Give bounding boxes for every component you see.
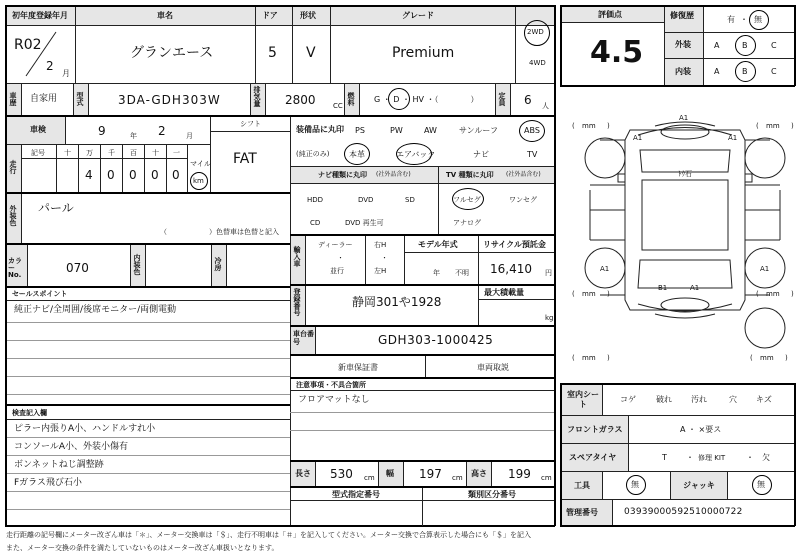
tools-label: 工具 xyxy=(574,481,590,490)
chassis-label: 車台番号 xyxy=(293,330,314,347)
equip-ps: PS xyxy=(355,126,365,135)
first-reg-label: 初年度登録年月 xyxy=(12,11,68,20)
shift-label: シフト xyxy=(240,120,261,128)
interior-color-label: 内装色 xyxy=(133,254,141,275)
mileage-digit-2: 0 xyxy=(129,168,137,182)
score-value: 4.5 xyxy=(590,35,644,70)
chassis-value: GDH303-1000425 xyxy=(378,333,494,347)
front-glass-value: A ・ ×要ス xyxy=(680,425,722,434)
length-value: 530 xyxy=(330,467,353,481)
repair-sep: ・ xyxy=(740,15,748,24)
recycle-unit: 円 xyxy=(545,269,552,277)
notes-label: 注意事項・不具合箇所 xyxy=(296,381,366,389)
category-no-label: 類別区分番号 xyxy=(468,490,516,499)
footer-line-1: 走行距離の記号欄にメーター改ざん車は「＊」、メーター交換車は「＄」、走行不明車は「＃」を記入してください。メーター交換で合算表示した場合にも「＄」を記入 xyxy=(6,531,531,539)
interior-c: C xyxy=(771,67,777,76)
svg-text:(: ( xyxy=(572,290,575,298)
equip-navi: ナビ xyxy=(473,150,489,159)
inspector-line-1: ピラー内張りA小、ハンドルすれ小 xyxy=(14,424,156,434)
color-code: 070 xyxy=(66,261,89,275)
seat-burn: コゲ xyxy=(620,395,636,404)
color-value: パール xyxy=(38,201,74,215)
svg-text:(: ( xyxy=(572,354,575,362)
mark-2: A1 xyxy=(633,134,643,142)
navi-dvd: DVD xyxy=(358,196,374,204)
recycle-value: 16,410 xyxy=(490,262,532,276)
max-load-label: 最大積載量 xyxy=(484,288,524,297)
body-shape: V xyxy=(306,45,316,61)
mark-7: A1 xyxy=(690,284,700,292)
color-change-note: （ ）色替車は色替と記入 xyxy=(160,228,279,236)
recycle-label: リサイクル預託金 xyxy=(483,240,546,249)
inspection-label: 車検 xyxy=(30,125,46,134)
door-label: ドア xyxy=(262,11,278,20)
exterior-b: B xyxy=(742,41,748,50)
shift-value: FAT xyxy=(233,151,257,167)
seat-scratch: キズ xyxy=(756,395,772,404)
exterior-c: C xyxy=(771,41,777,50)
equipment-label: 装備品に丸印 xyxy=(296,125,344,134)
management-label: 管理番号 xyxy=(566,508,598,517)
inspection-month: 2 xyxy=(158,124,166,138)
mileage-digit-0: 4 xyxy=(85,168,93,182)
car-damage-diagram xyxy=(560,90,796,380)
exterior-label: 外装 xyxy=(675,40,691,49)
digit-header-2: 千 xyxy=(108,149,115,157)
equip-abs: ABS xyxy=(524,126,540,135)
digit-header-1: 万 xyxy=(86,149,93,157)
car-name-label: 車名 xyxy=(157,11,173,20)
displacement-unit: CC xyxy=(333,102,343,110)
svg-text:(: ( xyxy=(756,290,759,298)
designated-label: 型式指定番号 xyxy=(332,490,380,499)
seat-tear: 破れ xyxy=(656,395,672,404)
max-load-unit: kg xyxy=(545,314,554,322)
score-label: 評価点 xyxy=(598,10,622,19)
inspector-label: 検査記入欄 xyxy=(12,409,47,417)
spare-sep-1: ・ xyxy=(686,453,694,462)
first-reg-era: R02 xyxy=(14,37,42,53)
repair-no: 無 xyxy=(754,15,762,24)
displacement-label: 排気量 xyxy=(253,86,261,107)
navi-hdd: HDD xyxy=(307,196,324,204)
mark-3: A1 xyxy=(728,134,738,142)
spare-kit: 修理 KIT xyxy=(698,454,726,462)
equip-pw: PW xyxy=(390,126,403,135)
svg-text:mm: mm xyxy=(582,290,596,298)
inspector-line-4: Fガラス飛び石小 xyxy=(14,478,82,488)
sales-point-text: 純正ナビ/全周囲/後席モニター/両側電動 xyxy=(14,305,177,315)
import-dealer-sep: ・ xyxy=(337,254,344,262)
svg-text:(: ( xyxy=(756,122,759,130)
capacity-value: 6 xyxy=(524,93,532,107)
height-value: 199 xyxy=(508,467,531,481)
registration-value: 静岡301や1928 xyxy=(352,295,442,309)
repair-label: 修復歴 xyxy=(670,11,694,20)
mile-label: マイル xyxy=(190,160,211,168)
svg-text:mm: mm xyxy=(582,354,596,362)
svg-text:): ) xyxy=(785,354,788,362)
interior-seat-label: 室内シート xyxy=(567,390,599,410)
import-parallel: 並行 xyxy=(330,267,344,275)
displacement-value: 2800 xyxy=(285,93,316,107)
tv-analog: アナログ xyxy=(453,219,481,227)
equip-sunroof: サンルーフ xyxy=(459,126,498,135)
shape-label: 形状 xyxy=(300,11,316,20)
mark-6: B1 xyxy=(658,284,668,292)
door-count: 5 xyxy=(268,45,277,61)
interior-label: 内装 xyxy=(675,67,691,76)
mileage-label: 走行 xyxy=(9,160,17,174)
svg-text:): ) xyxy=(607,290,610,298)
jack-value: 無 xyxy=(757,480,765,489)
svg-text:): ) xyxy=(607,354,610,362)
mark-4: A1 xyxy=(600,265,610,273)
navi-type-label: ナビ種類に丸印 xyxy=(318,171,367,179)
navi-cd: CD xyxy=(310,219,321,227)
model-code: 3DA-GDH303W xyxy=(118,93,221,107)
inspector-line-3: ボンネットねじ調整跡 xyxy=(14,460,104,470)
mark-1: A1 xyxy=(679,114,689,122)
registration-label: 登録番号 xyxy=(293,288,301,316)
model-label: 型式 xyxy=(76,92,84,106)
first-reg-month: 2 xyxy=(46,59,54,73)
width-unit: cm xyxy=(452,474,463,482)
length-label: 長さ xyxy=(295,469,311,478)
length-unit: cm xyxy=(364,474,375,482)
equip-tv: TV xyxy=(527,150,538,159)
front-glass-label: フロントガラス xyxy=(567,425,623,434)
warranty-doc: 新車保証書 xyxy=(338,363,378,372)
spare-label: スペアタイヤ xyxy=(569,453,617,462)
equipment-sublabel: (純正のみ) xyxy=(296,150,330,158)
import-dealer: ディーラー xyxy=(318,241,353,249)
mileage-digit-1: 0 xyxy=(107,168,115,182)
height-label: 高さ xyxy=(471,469,487,478)
fuel-circle xyxy=(388,88,410,110)
drive-4wd: 4WD xyxy=(529,59,546,67)
import-left-h: 左H xyxy=(374,267,387,275)
spare-t: T xyxy=(662,453,667,462)
seat-hole: 穴 xyxy=(729,395,737,404)
import-label: 輸入車 xyxy=(293,246,301,267)
digit-header-3: 百 xyxy=(130,149,137,157)
record-label: 記号 xyxy=(31,149,45,157)
digit-header-4: 十 xyxy=(152,149,159,157)
capacity-unit: 人 xyxy=(542,102,549,110)
svg-text:(: ( xyxy=(750,354,753,362)
tv-oneseg: ワンセグ xyxy=(509,196,537,204)
svg-text:mm: mm xyxy=(766,290,780,298)
model-year-label: モデル年式 xyxy=(418,240,458,249)
svg-text:mm: mm xyxy=(760,354,774,362)
width-value: 197 xyxy=(419,467,442,481)
equip-aw: AW xyxy=(424,126,437,135)
inspection-year: 9 xyxy=(98,124,106,138)
tools-value: 無 xyxy=(631,480,639,489)
fuel-options: G ・ D ・ HV ・（ ） xyxy=(374,95,479,104)
mark-8: ﾄｳ石 xyxy=(678,170,692,178)
inspection-month-unit: 月 xyxy=(186,132,193,140)
inspector-line-2: コンソールA小、外装小傷有 xyxy=(14,442,128,452)
jack-label: ジャッキ xyxy=(683,481,715,490)
mm-label-1: ( xyxy=(572,122,575,130)
car-name: グランエース xyxy=(130,45,214,61)
fuel-label: 燃料 xyxy=(347,92,355,106)
digit-header-5: 一 xyxy=(173,149,180,157)
grade-value: Premium xyxy=(392,45,455,61)
sales-point-label: セールスポイント xyxy=(12,290,68,298)
navi-type-sub: (社外品含む) xyxy=(376,171,411,178)
svg-text:): ) xyxy=(791,290,794,298)
model-year-unknown: 不明 xyxy=(455,269,469,277)
first-reg-month-unit: 月 xyxy=(62,69,70,78)
digit-header-0: 十 xyxy=(64,149,71,157)
height-unit: cm xyxy=(541,474,552,482)
mark-5: A1 xyxy=(760,265,770,273)
manual-doc: 車両取説 xyxy=(477,363,509,372)
tv-type-sub: (社外品含む) xyxy=(506,171,541,178)
spare-sep-2: ・ xyxy=(746,453,754,462)
mileage-digit-3: 0 xyxy=(151,168,159,182)
width-label: 幅 xyxy=(386,469,394,478)
color-code-label: カラーNo. xyxy=(8,257,22,279)
navi-sd: SD xyxy=(405,196,415,204)
notes-text: フロアマットなし xyxy=(298,395,370,405)
interior-b: B xyxy=(742,67,748,76)
svg-text:): ) xyxy=(791,122,794,130)
navi-dvd-play: DVD 再生可 xyxy=(345,219,384,227)
tv-type-label: TV 種類に丸印 xyxy=(446,171,494,179)
mileage-unit: km xyxy=(193,177,204,185)
management-number: 03939000592510000722 xyxy=(624,507,743,517)
mileage-digit-4: 0 xyxy=(172,168,180,182)
svg-text:mm: mm xyxy=(766,122,780,130)
exterior-a: A xyxy=(714,41,720,50)
mm-label-1b: mm xyxy=(582,122,596,130)
tv-fullseg: フルセグ xyxy=(453,196,481,204)
usage-category: 自家用 xyxy=(30,94,58,104)
seat-dirt: 汚れ xyxy=(691,395,707,404)
grade-label: グレード xyxy=(402,11,434,20)
inspection-year-unit: 年 xyxy=(130,132,137,140)
color-label: 外装色 xyxy=(9,205,17,226)
usage-category-label: 車歴 xyxy=(9,92,17,106)
capacity-label: 定員 xyxy=(498,92,506,106)
cooler-label: 冷房 xyxy=(214,257,222,271)
import-hand-sep: ・ xyxy=(381,254,388,262)
import-right-h: 右H xyxy=(374,241,387,249)
svg-text:): ) xyxy=(607,122,610,130)
spare-missing: 欠 xyxy=(762,453,770,462)
footer-line-2: また、メーター交換の条件を満たしていないものはメーター改ざん車扱いとなります。 xyxy=(6,544,279,552)
model-year-unit: 年 xyxy=(433,269,440,277)
equip-airbag: エアバック xyxy=(396,150,436,159)
repair-yes: 有 xyxy=(727,15,735,24)
interior-a: A xyxy=(714,67,720,76)
drive-2wd: 2WD xyxy=(527,28,544,36)
equip-leather: 本革 xyxy=(349,150,365,159)
